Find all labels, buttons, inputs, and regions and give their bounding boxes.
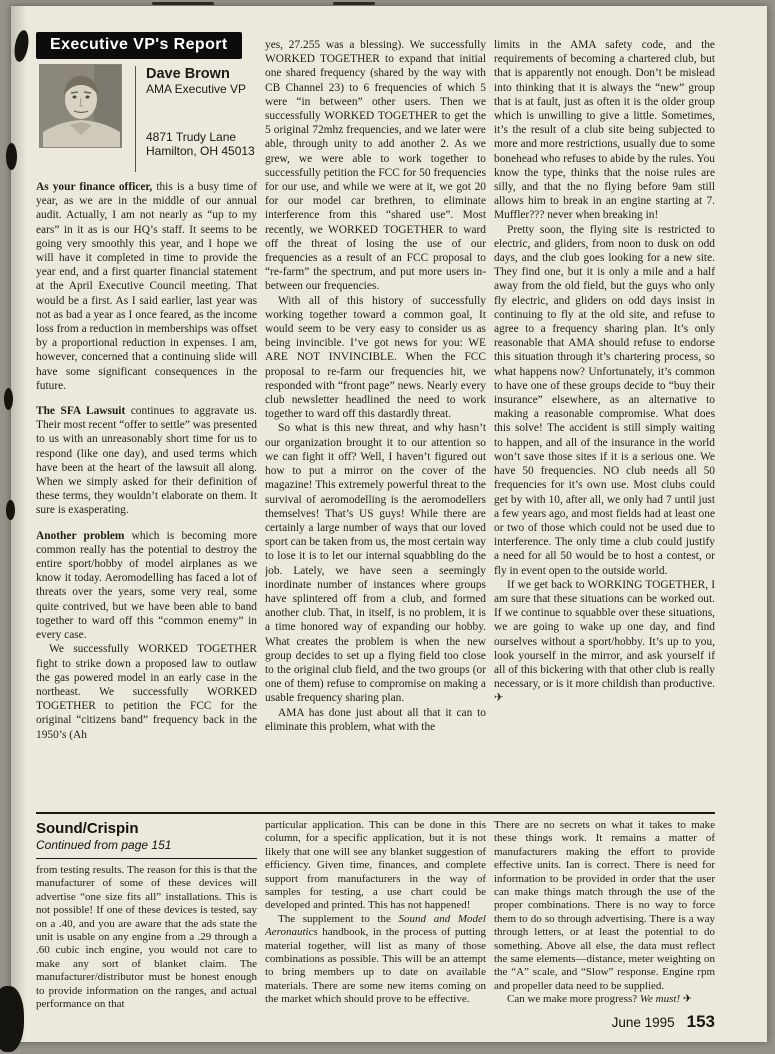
paragraph [265, 819, 486, 913]
paragraph [36, 180, 257, 393]
author-role: AMA Executive VP [146, 82, 247, 96]
paragraph [494, 578, 715, 706]
magazine-page [11, 6, 767, 1042]
article-column-3 [494, 38, 715, 814]
paragraph-lead: As your finance officer, [36, 181, 153, 193]
paragraph [265, 421, 486, 705]
paragraph-text: this is a busy time of year, as we are in the middle of our annual audit. Actually, I am not nearly as “up to my ears” in it as is our HQ’s staff. It seems to be going very smoothly this year, and I hope we will have it completed in time to provide the year end, and a first quarter financial statement at the April Executive Council meeting. That would be a first. As I said earlier, last year was not as bad a year as I once feared, as the income loss from a reduction in memberships was offset by a proportional reduction in expenses. I am, however, concerned that a continuing slide will have some significant consequences in the future. [36, 181, 257, 392]
paragraph-text: The supplement to the Sound and Model Aeronautics handbook, in the process of putting material together, will list as many of those combinations as possible. This will be an attempt to bring members up to date on available materials. There are some new items coming on the market which should prove to be effective. [265, 912, 486, 1006]
article-column-2 [265, 38, 486, 814]
page-number: 153 [686, 1012, 715, 1031]
report-title: Executive VP's Report [50, 36, 228, 53]
scan-artifact [0, 986, 24, 1052]
section2-continued-note: Continued from page 151 [36, 838, 172, 852]
author-address [146, 130, 255, 158]
scan-artifact [6, 143, 17, 170]
paragraph-lead: Another problem [36, 529, 125, 542]
paragraph [494, 819, 715, 993]
section2-column-2 [265, 819, 486, 1015]
paragraph-text: There are no secrets on what it takes to make these things work. It remains a matter of manufacturers making the effort to provide effective units. Ian is correct. There is need for information to be provided in order that the user can make things match through the use of the proper combinations. There is no way to force them to do so through advertising. There is a way through letters, or at least the potential to do something. Above all else, the data must reflect the same elements—distance, meter weighting on the “A” scale, and “Slow” response. Engine rpm and propeller data need to be supplied. [494, 819, 715, 992]
author-name: Dave Brown [146, 66, 230, 82]
paragraph-text: limits in the AMA safety code, and the requirements of becoming a chartered club, but that is apparently not enough. Don’t be mislead into thinking that it is always the “new” group that is at fault, just as often it is the older group which is unwilling to give a little. Sometimes, it’s the result of a club site being subjected to more and more restrictions, usually due to some bonehead who refuses to abide by the rules. You know the type, thinks that the noise rules are silly, and that the no flying before 9am still allows him to break in an engine starting at 7. Muffler??? never when breaking in! [494, 39, 715, 222]
paragraph-text: Pretty soon, the flying site is restricted to electric, and gliders, from noon to dusk on odd days, and the club goes looking for a new site. They find one, but it is only a mile and a half away from the old field, but the guys who only fly electric, and gliders on odd days insist in continuing to fly at the old site, and refuse to agree to a frequency sharing plan. It’s only reasonable that AMA should refuse to endorse this situation through it’s chartering process, so what happens now? Unfortunately, it’s common to have one of these groups decide to “buy their insurance” elsewhere, as an alternative to making a reasonable compromise. What does this solve! The accident is still simply waiting to happen, and all of the insurance in the world won’t save those sites if it is a serious one. We have 50 frequencies. NO club needs all 50 frequencies for it’s own use. Most clubs could get by with 10, after all, we only had 7 until just a few years ago, and most fields had at least one or two of those which could not be used due to interference. The only time a club could justify a need for all 50 would be to host a contest, or fly in event open to the outside world. [494, 223, 715, 577]
scan-artifact [6, 500, 15, 520]
page-footer [494, 1012, 715, 1032]
scan-artifact [333, 2, 375, 5]
paragraph-text: Can we make more progress? We must! ✈ [507, 993, 693, 1006]
section2-header [36, 818, 257, 859]
paragraph-text: from testing results. The reason for this is that the manufacturer of some of these devices will advertise “one size fits all” installations. This is not possible! If one of these devices is tested, say on a .40, and you are aware that the ads state the unit is usable on any engine from a .29 through a .60 cubic inch engine, you would not care to make any sort of blanket claim. The manufacturer/distributor must be honest enough to provide information on the ranges, and actual performance on that [36, 864, 257, 1011]
section-divider-rule [36, 812, 715, 814]
paragraph-text: With all of this history of successfully working together toward a common goal, It would seem to be very easy to consider us as being invincible. I’ve got news for you: WE ARE NOT INVINCIBLE. When the FCC proposal to re-farm our frequencies hit, we responded with “front page” news. Nearly every club newsletter headlined the need to work together to ward off this dastardly threat. [265, 294, 486, 421]
paragraph-text: If we get back to WORKING TOGETHER, I am sure that these situations can be worked out. If we continue to squabble over these situations, we are going to wake up one day, and find ourselves without a sport/hobby. It’s up to you, look yourself in the mirror, and ask yourself if all of this bickering with that other club is really necessary, or is it more childish than productive. ✈ [494, 578, 715, 705]
portrait-illustration [40, 65, 122, 148]
paragraph-text: AMA has done just about all that it can to eliminate this problem, what with the [265, 706, 486, 733]
section2-column-1 [36, 864, 257, 1036]
author-info [135, 66, 255, 172]
paragraph-text: We successfully WORKED TOGETHER fight to strike down a proposed law to outlaw the gas powered model in an early case in the northeast. We successfully WORKED TOGETHER to petition the FCC for the original “citizens band” frequency back in the 1950’s (Ah [36, 643, 257, 741]
section2-title: Sound/Crispin [36, 820, 139, 837]
author-photo [39, 64, 122, 148]
report-title-banner [36, 32, 242, 59]
paragraph [494, 223, 715, 578]
section2-column-3 [494, 819, 715, 1015]
issue-date: June 1995 [611, 1015, 675, 1030]
author-block [36, 60, 266, 172]
paragraph-text: which is becoming more common really has the potential to destroy the entire sport/hobby of model airplanes as we know it today. Aeromodelling has faced a lot of threats over the years, some very real, some quite contrived, but we have been able to band together to ward off this “common enemy” in every case. [36, 529, 257, 642]
article-column-1 [36, 180, 257, 814]
paragraph [36, 404, 257, 518]
paragraph [265, 913, 486, 1007]
paragraph-text: continues to aggravate us. Their most recent “offer to settle” was presented to us with an unreasonably short time for us to respond (like one day), and used terms which have been at the heart of the lawsuit all along. When we simply asked for their definition of these terms, they wouldn’t elaborate on them. It sure is exasperating. [36, 405, 257, 517]
paragraph-lead: The SFA Lawsuit [36, 405, 126, 418]
scan-artifact [152, 2, 214, 5]
paragraph [265, 706, 486, 734]
paragraph [36, 529, 257, 643]
paragraph [265, 38, 486, 294]
paragraph [265, 294, 486, 422]
scan-artifact [4, 388, 13, 410]
paragraph [494, 993, 715, 1006]
paragraph [36, 864, 257, 1011]
paragraph [494, 38, 715, 223]
paragraph-text: So what is this new threat, and why hasn’t our organization brought it to our attention so we can fight it off? Well, I haven’t figured out how to put a mirror on the cover of the magazine! This extremely powerful threat to the survival of aeromodelling is the aeromodellers themselves! That’s US guys! While there are certainly a large number of ways that our loved sport can be taken from us, the most certain way to lose it is to let our internal squabbling do the job. Lately, we have seen a seemingly inordinate number of instances where groups have splintered off from a club, and formed another club. That, in itself, is no problem, it is a time honored way of expanding our hobby. What creates the problem is when the new group decides to set up a flying field too close to the original club field, and the two groups (or one of them) refuse to compromise on making a usable frequency sharing plan. [265, 422, 486, 705]
paragraph [36, 642, 257, 741]
paragraph-text: particular application. This can be done in this column, for a specific application, but it is not likely that one will see any blanket suggestion of efficiency. Given time, finances, and complete support from manufacturers in the way of samples for testing, a use chart could be developed and printed. This has not happened! [265, 819, 486, 912]
address-line-2: Hamilton, OH 45013 [146, 144, 255, 158]
address-line-1: 4871 Trudy Lane [146, 130, 237, 144]
paragraph-text: yes, 27.255 was a blessing). We successfully WORKED TOGETHER to expand that initial one shared frequency (shared by the way with CB Channel 23) to 6 frequencies of which 5 were “in between” other users. Then we successfully WORKED TOGETHER to get the 5 original 72mhz frequencies, and we later were able, through unity to add another 2. As we grew, we were able to work together to successfully petition the FCC for 50 frequencies for our use, and while we were at it, we got 20 for our model car brethren, to eliminate interference from this “shared use”. Most recently, we WORKED TOGETHER to ward off the threat of losing the use of our frequencies as a result of an FCC proposal to “re-farm” the spectrum, and put more users in-between our frequencies. [265, 39, 486, 293]
